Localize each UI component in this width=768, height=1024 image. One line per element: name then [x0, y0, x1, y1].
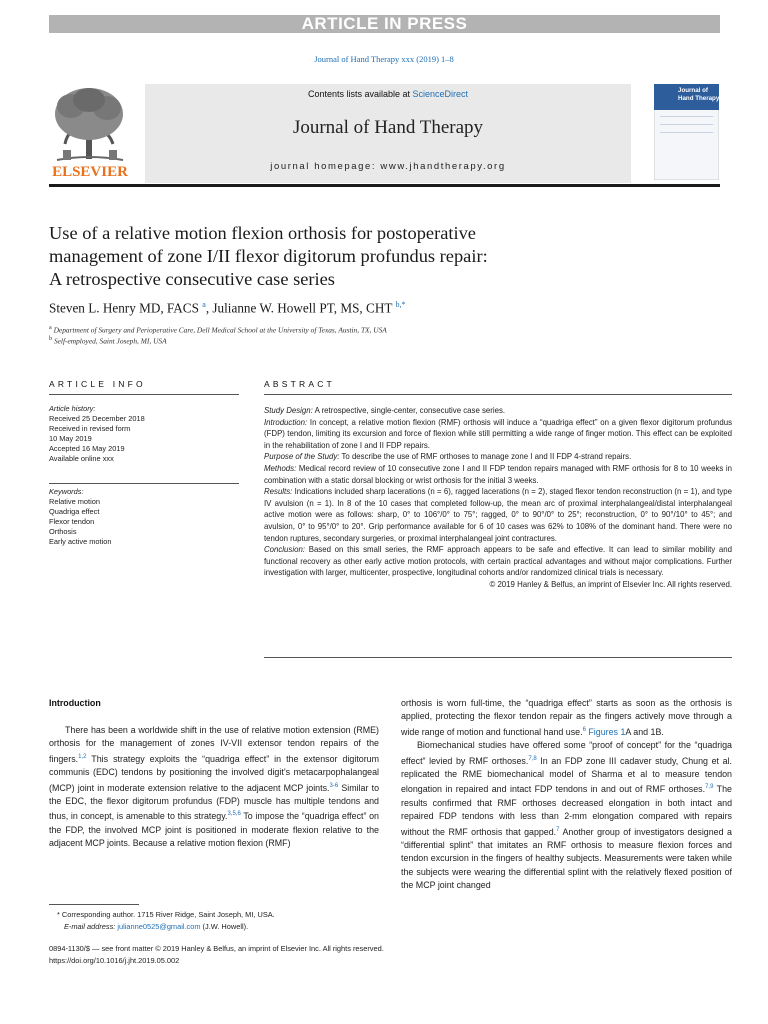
sciencedirect-link[interactable]: ScienceDirect — [412, 89, 469, 99]
title-line-3: A retrospective consecutive case series — [49, 269, 335, 289]
conclusion-label: Conclusion: — [264, 545, 305, 555]
study-design-text: A retrospective, single-center, consecutive case series. — [312, 406, 506, 415]
affiliation-a-mark: a — [49, 325, 52, 331]
corresponding-author-note: * Corresponding author. 1715 River Ridge, Saint Joseph, MI, USA. — [57, 910, 275, 919]
abstract-rule — [264, 394, 732, 395]
study-design-label: Study Design: — [264, 406, 313, 415]
author-henry: Steven L. Henry MD, FACS — [49, 300, 199, 316]
author-howell-affil-mark[interactable]: b,* — [395, 300, 406, 309]
article-in-press-banner: ARTICLE IN PRESS — [49, 15, 720, 33]
keywords-label: Keywords: — [49, 487, 84, 496]
methods-label: Methods: — [264, 463, 297, 473]
reference-link[interactable]: 7,9 — [705, 784, 714, 791]
article-info-rule — [49, 394, 239, 395]
keyword-item: Quadriga effect — [49, 507, 100, 516]
body-text: Similar to the EDC, the flexor digitorum profundus (FDP) muscle has multiple tendons and thus, in concept, is amenable to this strategy. — [49, 782, 379, 822]
title-line-2: management of zone I/II flexor digitorum profundus repair: — [49, 246, 488, 266]
introduction-heading: Introduction — [49, 698, 101, 708]
history-item: Received 25 December 2018 — [49, 414, 145, 423]
abstract-results — [264, 486, 732, 544]
author-list — [49, 300, 709, 316]
keyword-item: Orthosis — [49, 527, 77, 536]
history-item: Accepted 16 May 2019 — [49, 444, 125, 453]
issn-line: 0894-1130/$ — see front matter © 2019 Hanley & Belfus, an imprint of Elsevier Inc. All rights reserved. — [49, 944, 384, 953]
affiliation-a-text: Department of Surgery and Perioperative Care, Dell Medical School at the University of Texas, Austin, TX, USA — [53, 325, 387, 335]
affiliation-b-mark: b — [49, 336, 53, 342]
affiliation-a — [49, 325, 387, 334]
body-text: There has been a worldwide shift in the use of relative motion extension (RME) orthosis for the management of zones IV-VII extensor tendon repairs of the fingers. — [49, 725, 379, 764]
reference-link[interactable]: 6 — [582, 726, 586, 733]
history-item: 10 May 2019 — [49, 434, 92, 443]
results-text: Indications included sharp lacerations (n = 6), ragged lacerations (n = 2), staged flexor tendon reconstruction (n = 1), and type IV avulsion (n = 1). In 8 of the 10 cases that completed follow-up, the mean arc of proximal interphalangeal/distal interphalangeal active motion were as follows: sharp, 0° to 106°/0° to 75°; ragged, 0° to 90°/0° to 25°; reconstruction, 0° to 90°/10° to 45°; and avulsion, 0° to 95°/0° to 20°. Grip performance available for 6 of 10 cases was 62% to 108% of the dominant hand. There were no tendon ruptures, secondary surgeries, or proximal interphalangeal joint contractures. — [264, 487, 732, 543]
elsevier-wordmark: ELSEVIER — [52, 164, 128, 179]
article-title — [49, 222, 689, 291]
elsevier-logo[interactable] — [49, 84, 131, 179]
body-text: In an FDP zone III cadaver study, Chung et al. replicated the RME biomechanical model of Sharma et al to measure tendon elongation in repaired and intact FDP tendons in and out of RMF orthoses. — [401, 755, 733, 795]
body-text: A and 1B. — [625, 726, 664, 737]
methods-text: Medical record review of 10 consecutive zone I and II FDP tendon repairs managed with RMF orthosis for 8 to 10 weeks in combination with a static dorsal blocking or wrist orthosis for the initial 3 weeks. — [264, 463, 732, 485]
body-paragraph — [401, 697, 732, 739]
reference-link[interactable]: 7 — [556, 826, 560, 833]
purpose-text: To describe the use of RMF orthoses to manage zone I and II FDP 4-strand repairs. — [339, 452, 632, 462]
doi-link[interactable]: https://doi.org/10.1016/j.jht.2019.05.002 — [49, 956, 180, 965]
abstract-bottom-rule — [264, 657, 732, 658]
body-text: orthosis is worn full-time, the “quadriga effect” starts as soon as the orthosis is applied, protecting the flexor tendon repair as the fingers actively move through a wide range of motion and functional hand use. — [401, 698, 732, 737]
introduction-text: In concept, a relative motion flexion (RMF) orthosis will induce a “quadriga effect” on a given flexor digitorum profundus (FDP) tendon, limiting its excursion and force of flexion while still permitting a wide range of finger motion. This effect can be exploited in the rehabilitation of zone I and II FDP repairs. — [264, 417, 732, 450]
contents-available-line — [145, 89, 631, 99]
reference-link[interactable]: 3,5,6 — [227, 811, 241, 818]
abstract-body — [264, 405, 732, 591]
elsevier-tree-icon — [49, 84, 131, 179]
abstract-methods — [264, 463, 732, 486]
email-suffix: (J.W. Howell). — [200, 922, 249, 931]
body-paragraph — [49, 724, 379, 851]
purpose-label: Purpose of the Study: — [264, 452, 340, 462]
email-link[interactable]: julianne0525@gmail.com — [115, 922, 201, 931]
abstract-study-design — [264, 405, 732, 417]
footnote-rule — [49, 904, 139, 905]
title-line-1: Use of a relative motion flexion orthosis for postoperative — [49, 223, 476, 243]
article-history — [49, 404, 239, 464]
journal-homepage[interactable]: journal homepage: www.jhandtherapy.org — [270, 161, 506, 172]
figure-link[interactable]: Figures 1 — [585, 726, 626, 737]
abstract-heading: ABSTRACT — [264, 379, 335, 389]
keyword-item: Relative motion — [49, 497, 100, 506]
body-paragraph — [401, 739, 732, 892]
email-label: E-mail address: — [64, 922, 116, 931]
results-label: Results: — [264, 487, 293, 497]
keyword-item: Flexor tendon — [49, 517, 95, 526]
author-henry-affil-mark[interactable]: a — [202, 300, 206, 309]
body-left-column — [49, 724, 379, 851]
article-info-heading: ARTICLE INFO — [49, 379, 146, 389]
cover-title-line-1: Journal of — [678, 87, 708, 94]
journal-title: Journal of Hand Therapy — [292, 117, 484, 138]
history-item: Received in revised form — [49, 424, 131, 433]
abstract-copyright: © 2019 Hanley & Belfus, an imprint of Elsevier Inc. All rights reserved. — [489, 579, 732, 589]
article-history-label: Article history: — [49, 404, 96, 413]
abstract-introduction — [264, 417, 732, 452]
body-text: The results confirmed that RMF orthoses decreased elongation in both intact and repaired FDP tendons with less than 2-mm elongation compared with repairs without the RMF orthosis that gapped. — [401, 784, 732, 837]
cover-title-line-2: Hand Therapy — [678, 95, 719, 102]
keywords-block — [49, 487, 239, 547]
reference-link[interactable]: 7,8 — [528, 755, 537, 762]
author-separator: , — [205, 300, 213, 316]
introduction-label: Introduction: — [264, 417, 308, 427]
keyword-item: Early active motion — [49, 537, 112, 546]
body-text: Biomechanical studies have offered some “proof of concept” for the “quadriga effect” levied by RMF orthoses. — [401, 740, 732, 766]
article-info-divider — [49, 483, 239, 484]
contents-prefix: Contents lists available at — [307, 89, 413, 99]
author-howell: Julianne W. Howell PT, MS, CHT — [212, 300, 393, 316]
abstract-conclusion — [264, 544, 732, 579]
affiliation-b-text: Self-employed, Saint Joseph, MI, USA — [53, 336, 167, 346]
history-item: Available online xxx — [49, 454, 114, 463]
affiliation-b — [49, 336, 167, 345]
body-text: To impose the “quadriga effect” on the FDP, the involved MCP joint is positioned in moderate flexion relative to the adjacent MCP joints. Because a relative motion flexion (RMF) — [49, 811, 379, 849]
body-text: This strategy exploits the “quadriga effect” in the extensor digitorum communis (EDC) tendons by positioning the involved digit’s metacarpophalangeal (MCP) joint in moderate extension relative to the adjacent MCP joints. — [49, 753, 379, 793]
reference-link[interactable]: 3-6 — [329, 782, 339, 789]
journal-citation-link[interactable]: Journal of Hand Therapy xxx (2019) 1–8 — [314, 54, 454, 64]
journal-cover-thumbnail[interactable] — [654, 84, 719, 180]
abstract-purpose — [264, 451, 732, 463]
body-text: Another group of investigators designed a “differential splint” that imitates an RMF orthosis to measure flexion forces and tendon excursion in the fingers of healthy subjects. Measurements were taken while the subjects were wearing the differential splint with the relatively flexed position of the MCP joint changed — [401, 826, 732, 891]
header-divider — [49, 184, 720, 187]
email-line — [64, 922, 248, 931]
conclusion-text: Based on this small series, the RMF approach appears to be safe and effective. It can lead to similar mobility and functional recovery as other early active motion protocols, with certain practical advantages and without major complications. Further investigation with larger, multicenter, prospective, longitudinal cohorts and/or randomized clinical trials is necessary. — [264, 545, 732, 578]
body-right-column — [401, 697, 732, 893]
reference-link[interactable]: 1,2 — [78, 753, 87, 760]
